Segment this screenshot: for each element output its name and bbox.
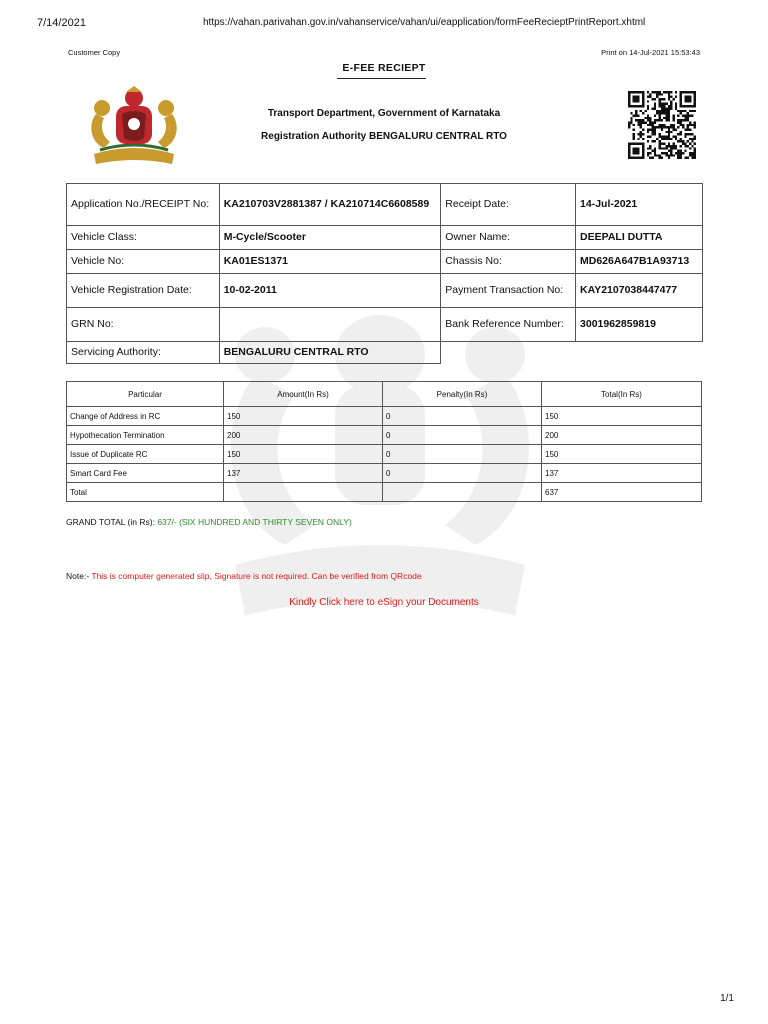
vehicle-info-table [66,183,703,364]
fee-total: 150 [542,445,702,464]
info-label: Vehicle Registration Date: [67,274,220,308]
header-total: Total(In Rs) [542,382,702,407]
info-label: Receipt Date: [441,184,576,226]
fee-amount: 150 [224,407,383,426]
info-value: 10-02-2011 [219,274,441,308]
fee-penalty: 0 [383,445,542,464]
info-label: Chassis No: [441,250,576,274]
fee-particular: Hypothecation Termination [67,426,224,445]
printed-on-timestamp: Print on 14-Jul-2021 15:53:43 [601,48,700,57]
header-particular: Particular [67,382,224,407]
fee-amount: 150 [224,445,383,464]
fee-penalty: 0 [383,407,542,426]
info-value: KAY2107038447477 [576,274,703,308]
info-value: BENGALURU CENTRAL RTO [219,342,441,364]
fee-particular: Smart Card Fee [67,464,224,483]
info-label: Vehicle No: [67,250,220,274]
info-value: 14-Jul-2021 [576,184,703,226]
info-row [67,250,703,274]
info-blank-cell [441,342,703,364]
fee-total: 637 [542,483,702,502]
title-underline [337,78,426,79]
fee-particular: Issue of Duplicate RC [67,445,224,464]
fee-row [67,483,702,502]
info-row [67,274,703,308]
header-amount: Amount(In Rs) [224,382,383,407]
fee-row [67,407,702,426]
info-row [67,342,703,364]
info-row [67,226,703,250]
info-label: Servicing Authority: [67,342,220,364]
fee-penalty: 0 [383,464,542,483]
grand-total [66,517,352,527]
fee-particular: Total [67,483,224,502]
info-row [67,308,703,342]
info-label: Application No./RECEIPT No: [67,184,220,226]
registration-authority: Registration Authority BENGALURU CENTRAL RTO [261,131,507,142]
info-label: Payment Transaction No: [441,274,576,308]
fee-total: 200 [542,426,702,445]
fee-row [67,445,702,464]
fee-row [67,426,702,445]
info-label: Vehicle Class: [67,226,220,250]
info-row [67,184,703,226]
info-label: Bank Reference Number: [441,308,576,342]
qr-code-icon [628,90,696,160]
page-number: 1/1 [720,993,734,1004]
fee-amount: 200 [224,426,383,445]
karnataka-emblem-icon [86,84,182,168]
print-date: 7/14/2021 [37,17,86,29]
note-text: This is computer generated slip, Signature is not required. Can be verified from QRcode [91,571,422,581]
info-value: M-Cycle/Scooter [219,226,441,250]
info-value: KA210703V2881387 / KA210714C6608589 [219,184,441,226]
info-value: KA01ES1371 [219,250,441,274]
fee-header-row [67,382,702,407]
grand-total-amount: 637/- (SIX HUNDRED AND THIRTY SEVEN ONLY) [157,517,352,527]
fee-penalty [383,483,542,502]
fee-particulars-table [66,381,702,502]
info-value: DEEPALI DUTTA [576,226,703,250]
fee-amount [224,483,383,502]
department-name: Transport Department, Government of Karnataka [267,108,501,119]
info-value [219,308,441,342]
copy-label: Customer Copy [68,48,121,57]
info-label: GRN No: [67,308,220,342]
fee-total: 137 [542,464,702,483]
esign-link[interactable]: Kindly Click here to eSign your Documents [289,597,479,608]
header-penalty: Penalty(In Rs) [383,382,542,407]
info-label: Owner Name: [441,226,576,250]
info-value: 3001962859819 [576,308,703,342]
grand-total-label: GRAND TOTAL (in Rs): [66,517,155,527]
note-label: Note:- [66,571,90,581]
info-value: MD626A647B1A93713 [576,250,703,274]
fee-amount: 137 [224,464,383,483]
fee-penalty: 0 [383,426,542,445]
fee-row [67,464,702,483]
note [66,571,422,581]
fee-particular: Change of Address in RC [67,407,224,426]
receipt-title: E-FEE RECIEPT [342,62,426,74]
print-url: https://vahan.parivahan.gov.in/vahanservice/vahan/ui/eapplication/formFeeRecieptPrintReport.xhtml [203,17,646,28]
fee-total: 150 [542,407,702,426]
